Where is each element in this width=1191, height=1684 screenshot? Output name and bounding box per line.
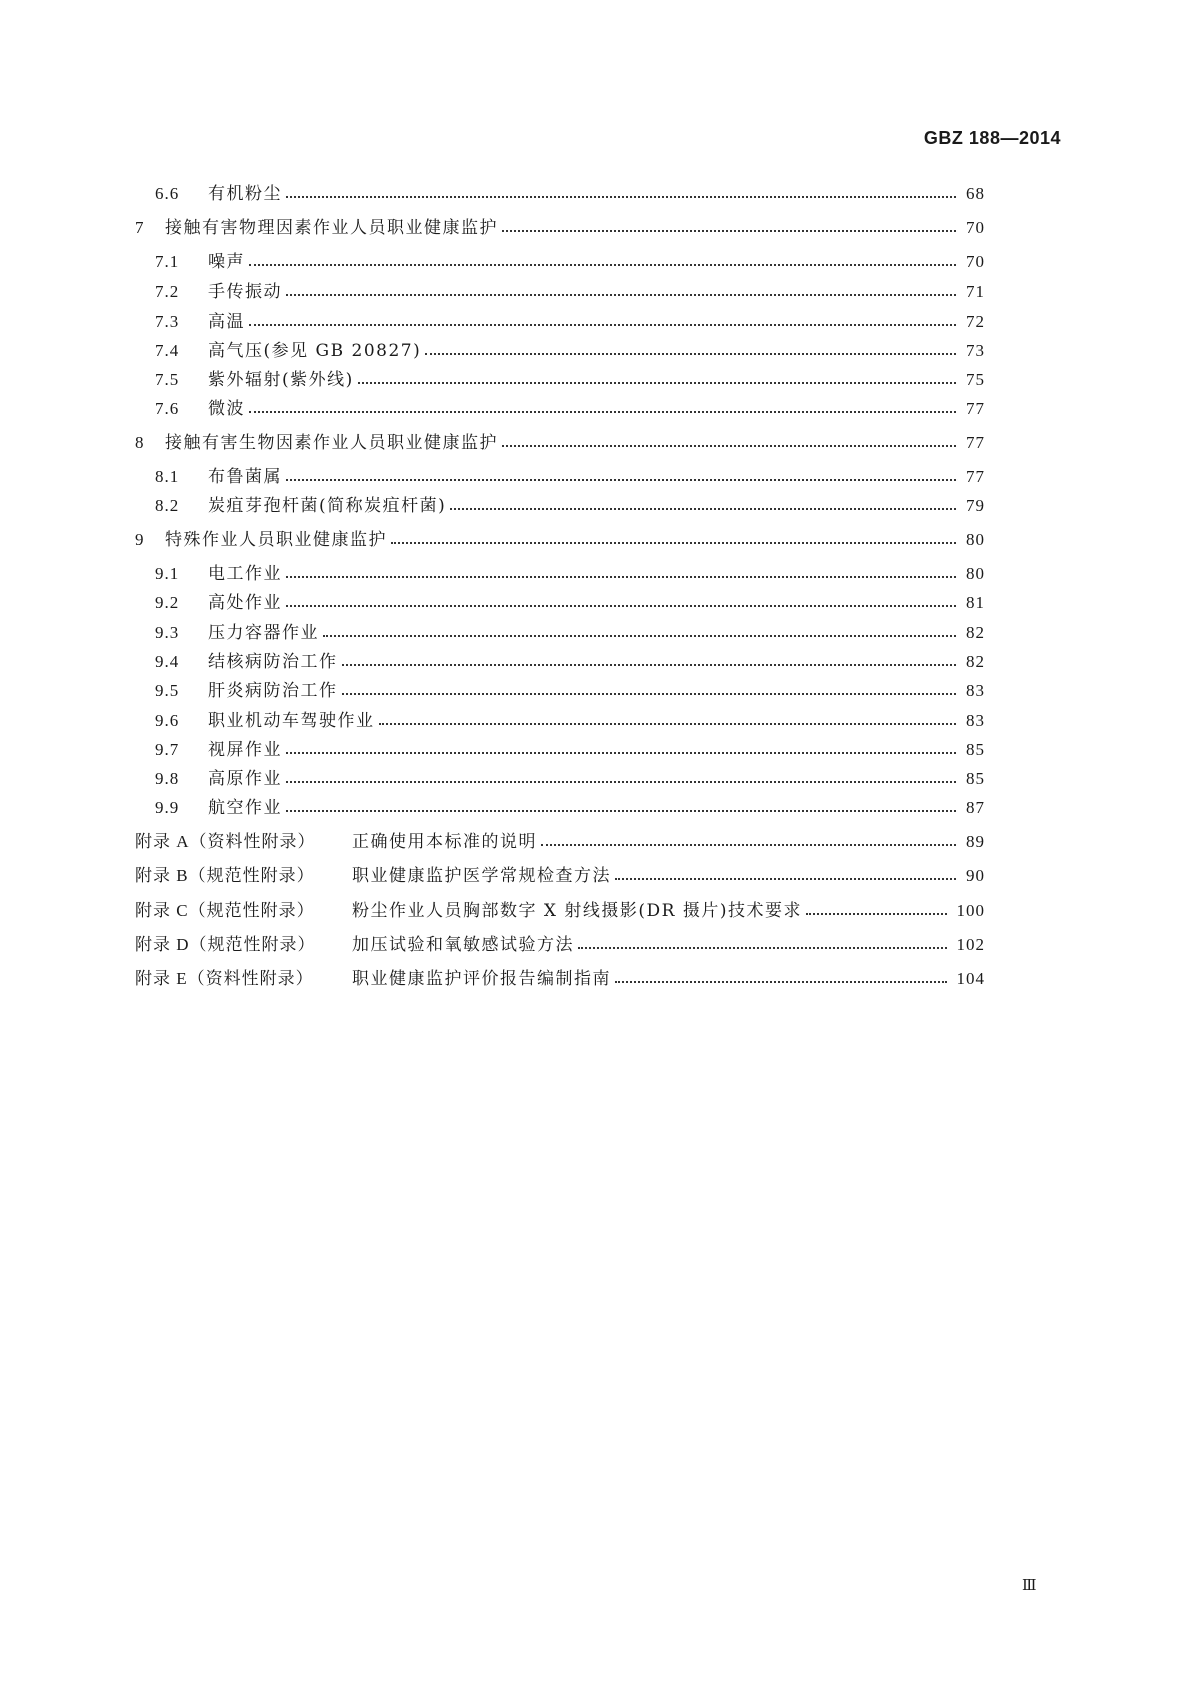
dot-leader <box>379 723 957 725</box>
toc-entry-title: 电工作业 <box>208 564 282 584</box>
toc-entry-number: 9.9 <box>155 798 180 817</box>
toc-entry-number: 9.3 <box>155 623 180 642</box>
toc-entry-page: 85 <box>966 769 985 788</box>
toc-entry-title: 炭疽芽孢杆菌(简称炭疽杆菌) <box>208 496 447 516</box>
toc-entry-page: 68 <box>966 184 985 203</box>
dot-leader <box>541 844 956 846</box>
toc-entry-number: 9 <box>135 530 145 549</box>
toc-entry-number: 附录 D（规范性附录） <box>135 935 316 954</box>
toc-entry-page: 77 <box>966 467 985 486</box>
toc-entry[interactable] <box>0 304 1191 336</box>
toc-entry-title: 手传振动 <box>208 282 282 302</box>
toc-entry-title: 肝炎病防治工作 <box>208 681 338 701</box>
toc-entry-page: 90 <box>966 866 985 885</box>
toc-entry[interactable] <box>0 732 1191 764</box>
toc-entry[interactable] <box>0 761 1191 793</box>
toc-entry-title: 微波 <box>208 399 245 419</box>
toc-entry-title: 粉尘作业人员胸部数字 X 射线摄影(DR 摄片)技术要求 <box>352 901 803 921</box>
toc-entry-number: 7.1 <box>155 252 180 271</box>
standard-code: GBZ 188—2014 <box>923 128 1061 148</box>
toc-entry-page: 77 <box>966 433 985 452</box>
dot-leader <box>342 693 957 695</box>
toc-entry-number: 9.7 <box>155 740 180 759</box>
toc-entry[interactable] <box>0 927 1191 959</box>
dot-leader <box>578 947 947 949</box>
toc-entry[interactable] <box>0 244 1191 276</box>
toc-entry-number: 9.4 <box>155 652 180 671</box>
toc-entry-number: 9.1 <box>155 564 180 583</box>
dot-leader <box>249 324 956 326</box>
toc-entry[interactable] <box>0 391 1191 423</box>
toc-entry-title: 压力容器作业 <box>208 623 319 643</box>
toc-entry[interactable] <box>0 459 1191 491</box>
toc-entry[interactable] <box>0 644 1191 676</box>
toc-entry[interactable] <box>0 703 1191 735</box>
toc-entry[interactable] <box>0 824 1191 856</box>
dot-leader <box>806 913 946 915</box>
toc-entry-title: 紫外辐射(紫外线) <box>208 370 354 390</box>
toc-entry-number: 7.4 <box>155 341 180 360</box>
toc-entry[interactable] <box>0 615 1191 647</box>
toc-entry-number: 附录 B（规范性附录） <box>135 866 315 885</box>
toc-entry-number: 9.2 <box>155 593 180 612</box>
toc-entry[interactable] <box>0 790 1191 822</box>
toc-entry-page: 71 <box>966 282 985 301</box>
dot-leader <box>342 664 957 666</box>
toc-entry-number: 6.6 <box>155 184 180 203</box>
toc-entry-title: 高温 <box>208 312 245 332</box>
toc-entry[interactable] <box>0 488 1191 520</box>
dot-leader <box>286 196 956 198</box>
dot-leader <box>249 411 956 413</box>
toc-entry-page: 75 <box>966 370 985 389</box>
toc-entry-title: 职业健康监护医学常规检查方法 <box>352 866 611 886</box>
toc-entry[interactable] <box>0 425 1191 457</box>
toc-entry-page: 104 <box>956 969 985 988</box>
toc-entry-page: 102 <box>956 935 985 954</box>
toc-entry-page: 77 <box>966 399 985 418</box>
toc-entry[interactable] <box>0 274 1191 306</box>
toc-entry-number: 7.5 <box>155 370 180 389</box>
dot-leader <box>358 382 956 384</box>
toc-entry-page: 100 <box>956 901 985 920</box>
toc-entry-page: 83 <box>966 711 985 730</box>
dot-leader <box>502 445 956 447</box>
toc-entry-title: 高处作业 <box>208 593 282 613</box>
toc-entry-page: 70 <box>966 252 985 271</box>
toc-entry-page: 85 <box>966 740 985 759</box>
toc-entry-page: 87 <box>966 798 985 817</box>
toc-entry-title: 正确使用本标准的说明 <box>352 832 537 852</box>
toc-entry[interactable] <box>0 673 1191 705</box>
toc-entry-page: 82 <box>966 652 985 671</box>
toc-entry-page: 81 <box>966 593 985 612</box>
toc-entry-title: 加压试验和氧敏感试验方法 <box>352 935 574 955</box>
toc-entry-title: 视屏作业 <box>208 740 282 760</box>
toc-entry-title: 职业机动车驾驶作业 <box>208 711 375 731</box>
dot-leader <box>286 576 956 578</box>
toc-entry-number: 9.8 <box>155 769 180 788</box>
toc-entry-title: 航空作业 <box>208 798 282 818</box>
dot-leader <box>249 264 956 266</box>
toc-entry[interactable] <box>0 961 1191 993</box>
toc-entry-number: 7 <box>135 218 145 237</box>
dot-leader <box>286 605 956 607</box>
dot-leader <box>286 781 956 783</box>
toc-entry[interactable] <box>0 333 1191 365</box>
toc-entry-page: 82 <box>966 623 985 642</box>
toc-entry-number: 9.5 <box>155 681 180 700</box>
toc-entry[interactable] <box>0 556 1191 588</box>
dot-leader <box>391 542 956 544</box>
dot-leader <box>286 294 956 296</box>
toc-entry[interactable] <box>0 893 1191 925</box>
toc-entry-number: 7.2 <box>155 282 180 301</box>
toc-entry[interactable] <box>0 585 1191 617</box>
toc-entry-page: 80 <box>966 564 985 583</box>
dot-leader <box>286 810 956 812</box>
toc-entry-number: 8.2 <box>155 496 180 515</box>
toc-entry-number: 附录 C（规范性附录） <box>135 901 315 920</box>
toc-entry-page: 79 <box>966 496 985 515</box>
toc-entry-title: 高气压(参见 GB 20827) <box>208 341 422 361</box>
dot-leader <box>425 353 956 355</box>
toc-entry-number: 附录 A（资料性附录） <box>135 832 316 851</box>
toc-entry[interactable] <box>0 858 1191 890</box>
toc-entry-title: 特殊作业人员职业健康监护 <box>165 530 387 550</box>
toc-entry-page: 83 <box>966 681 985 700</box>
toc-entry-page: 72 <box>966 312 985 331</box>
toc-entry-page: 80 <box>966 530 985 549</box>
toc-entry-title: 噪声 <box>208 252 245 272</box>
dot-leader <box>286 479 956 481</box>
dot-leader <box>286 752 956 754</box>
toc-entry-number: 9.6 <box>155 711 180 730</box>
toc-entry-number: 附录 E（资料性附录） <box>135 969 314 988</box>
toc-entry[interactable] <box>0 522 1191 554</box>
toc-entry-page: 70 <box>966 218 985 237</box>
dot-leader <box>615 878 956 880</box>
toc-entry[interactable] <box>0 362 1191 394</box>
dot-leader <box>502 230 956 232</box>
toc-entry-title: 接触有害生物因素作业人员职业健康监护 <box>165 433 498 453</box>
dot-leader <box>450 508 956 510</box>
toc-entry-title: 高原作业 <box>208 769 282 789</box>
toc-entry-title: 接触有害物理因素作业人员职业健康监护 <box>165 218 498 238</box>
toc-entry-number: 7.3 <box>155 312 180 331</box>
dot-leader <box>323 635 956 637</box>
toc-entry[interactable] <box>0 176 1191 208</box>
toc-entry-title: 职业健康监护评价报告编制指南 <box>352 969 611 989</box>
toc-entry-page: 73 <box>966 341 985 360</box>
dot-leader <box>615 981 947 983</box>
toc-entry-page: 89 <box>966 832 985 851</box>
toc-entry-title: 布鲁菌属 <box>208 467 282 487</box>
toc-entry-number: 7.6 <box>155 399 180 418</box>
toc-entry-number: 8.1 <box>155 467 180 486</box>
toc-entry-title: 有机粉尘 <box>208 184 282 204</box>
toc-entry[interactable] <box>0 210 1191 242</box>
page-folio: Ⅲ <box>1022 1578 1037 1594</box>
toc-entry-title: 结核病防治工作 <box>208 652 338 672</box>
toc-entry-number: 8 <box>135 433 145 452</box>
